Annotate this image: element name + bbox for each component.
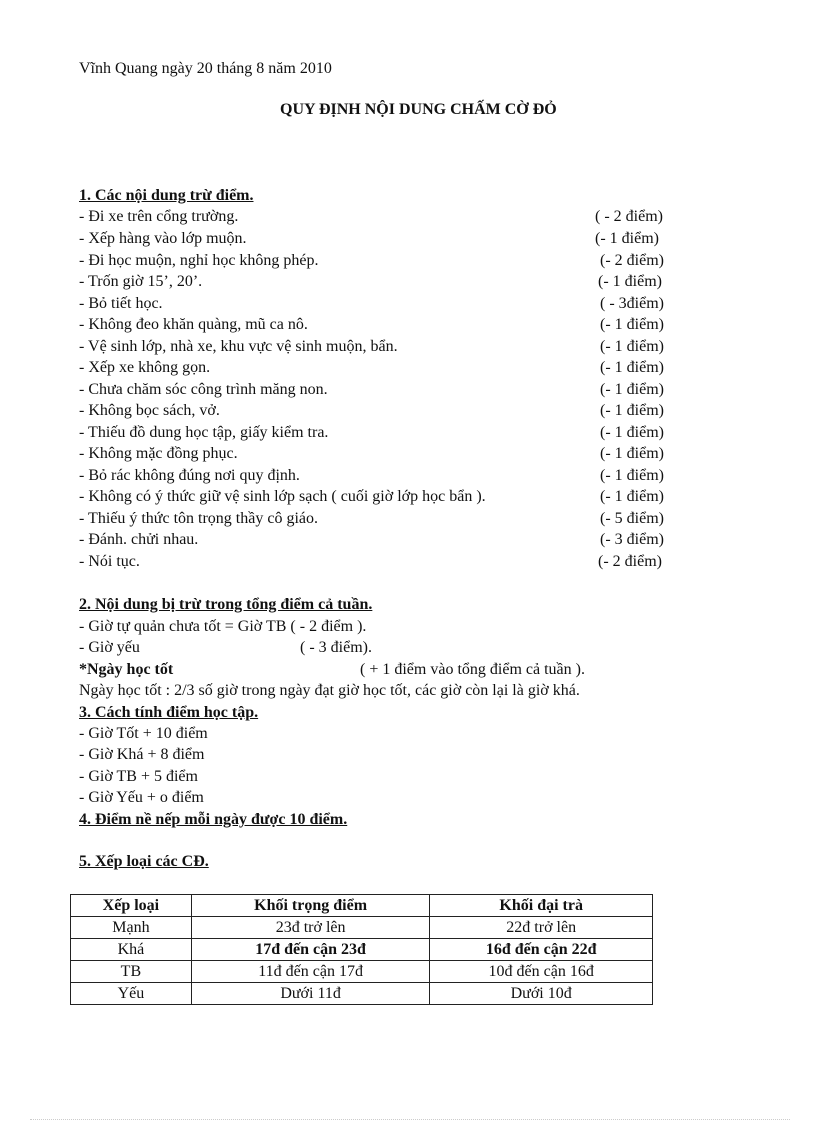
- deduction-text: - Xếp xe không gọn.: [79, 359, 211, 376]
- table-cell: Mạnh: [71, 917, 192, 939]
- score-item: - Giờ Tốt + 10 điểm: [79, 725, 208, 742]
- column-header: Khối trọng điểm: [191, 895, 430, 917]
- deduction-points: (- 1 điểm): [600, 381, 664, 398]
- deduction-points: ( - 2 điểm): [595, 208, 663, 225]
- deduction-text: - Đi xe trên cổng trường.: [79, 208, 239, 225]
- table-cell: Khá: [71, 939, 192, 961]
- column-header: Khối đại trà: [430, 895, 653, 917]
- table-cell: 11đ đến cận 17đ: [191, 961, 430, 983]
- deduction-points: (- 2 điểm): [600, 252, 664, 269]
- deduction-points: (- 1 điểm): [600, 316, 664, 333]
- deduction-text: - Nói tục.: [79, 553, 140, 570]
- table-cell: Yếu: [71, 983, 192, 1005]
- deduction-points: (- 1 điểm): [600, 338, 664, 355]
- deduction-points: (- 1 điểm): [598, 273, 662, 290]
- table-row: [71, 917, 653, 939]
- deduction-text: - Bỏ rác không đúng nơi quy định.: [79, 467, 300, 484]
- section-3-heading: 3. Cách tính điểm học tập.: [79, 704, 259, 721]
- deduction-text: - Chưa chăm sóc công trình măng non.: [79, 381, 328, 398]
- table-cell: TB: [71, 961, 192, 983]
- table-row: [71, 939, 653, 961]
- deduction-text: - Bỏ tiết học.: [79, 295, 163, 312]
- deduction-text: - Không mặc đồng phục.: [79, 445, 238, 462]
- deduction-points: ( - 3điểm): [600, 295, 664, 312]
- table-cell: 10đ đến cận 16đ: [430, 961, 653, 983]
- section-1-heading: 1. Các nội dung trừ điểm.: [79, 187, 254, 204]
- section-2-heading: 2. Nội dung bị trừ trong tổng điểm cả tuần.: [79, 596, 373, 613]
- deduction-points: (- 1 điểm): [600, 488, 664, 505]
- section-5-heading: 5. Xếp loại các CĐ.: [79, 853, 209, 870]
- dateline: Vĩnh Quang ngày 20 tháng 8 năm 2010: [79, 60, 332, 77]
- page-bottom-rule: [30, 1119, 790, 1120]
- deduction-points: (- 2 điểm): [598, 553, 662, 570]
- deduction-text: - Đi học muộn, nghỉ học không phép.: [79, 252, 319, 269]
- table-cell: 22đ trở lên: [430, 917, 653, 939]
- deduction-text: - Đánh. chửi nhau.: [79, 531, 199, 548]
- table-header-row: [71, 895, 653, 917]
- deduction-points: (- 5 điểm): [600, 510, 664, 527]
- deduction-text: - Thiếu đồ dung học tập, giấy kiểm tra.: [79, 424, 329, 441]
- table-cell: 23đ trở lên: [191, 917, 430, 939]
- deduction-points: (- 1 điểm): [600, 467, 664, 484]
- deduction-text: - Không đeo khăn quàng, mũ ca nô.: [79, 316, 308, 333]
- deduction-points: (- 1 điểm): [600, 402, 664, 419]
- section-4-heading: 4. Điểm nề nếp mỗi ngày được 10 điểm.: [79, 811, 348, 828]
- good-day-bonus: ( + 1 điểm vào tổng điểm cả tuần ).: [360, 661, 585, 678]
- score-item: - Giờ Khá + 8 điểm: [79, 746, 205, 763]
- deduction-text: - Không bọc sách, vở.: [79, 402, 220, 419]
- weekly-deduction-points: ( - 3 điểm).: [300, 639, 372, 656]
- good-day-label: *Ngày học tốt: [79, 661, 174, 678]
- grading-table: [70, 894, 653, 1005]
- score-item: - Giờ TB + 5 điểm: [79, 768, 198, 785]
- deduction-points: (- 1 điểm): [600, 424, 664, 441]
- deduction-text: - Không có ý thức giữ vệ sinh lớp sạch ( cuối giờ lớp học bẩn ).: [79, 488, 486, 505]
- deduction-points: (- 1 điểm): [595, 230, 659, 247]
- table-cell: Dưới 10đ: [430, 983, 653, 1005]
- score-item: - Giờ Yếu + o điểm: [79, 789, 204, 806]
- table-row: [71, 961, 653, 983]
- deduction-text: - Thiếu ý thức tôn trọng thầy cô giáo.: [79, 510, 318, 527]
- deduction-text: - Vệ sinh lớp, nhà xe, khu vực vệ sinh muộn, bẩn.: [79, 338, 398, 355]
- deduction-text: - Xếp hàng vào lớp muộn.: [79, 230, 247, 247]
- table-cell: 16đ đến cận 22đ: [430, 939, 653, 961]
- deduction-points: (- 1 điểm): [600, 359, 664, 376]
- table-cell: 17đ đến cận 23đ: [191, 939, 430, 961]
- column-header: Xếp loại: [71, 895, 192, 917]
- deduction-points: (- 1 điểm): [600, 445, 664, 462]
- deduction-text: - Trốn giờ 15’, 20’.: [79, 273, 203, 290]
- weekly-deduction-line: - Giờ tự quản chưa tốt = Giờ TB ( - 2 điểm ).: [79, 618, 367, 635]
- table-row: [71, 983, 653, 1005]
- document-title: QUY ĐỊNH NỘI DUNG CHẤM CỜ ĐỎ: [280, 101, 557, 118]
- weekly-deduction-label: - Giờ yếu: [79, 639, 140, 656]
- good-day-definition: Ngày học tốt : 2/3 số giờ trong ngày đạt giờ học tốt, các giờ còn lại là giờ khá.: [79, 682, 580, 699]
- deduction-points: (- 3 điểm): [600, 531, 664, 548]
- table-cell: Dưới 11đ: [191, 983, 430, 1005]
